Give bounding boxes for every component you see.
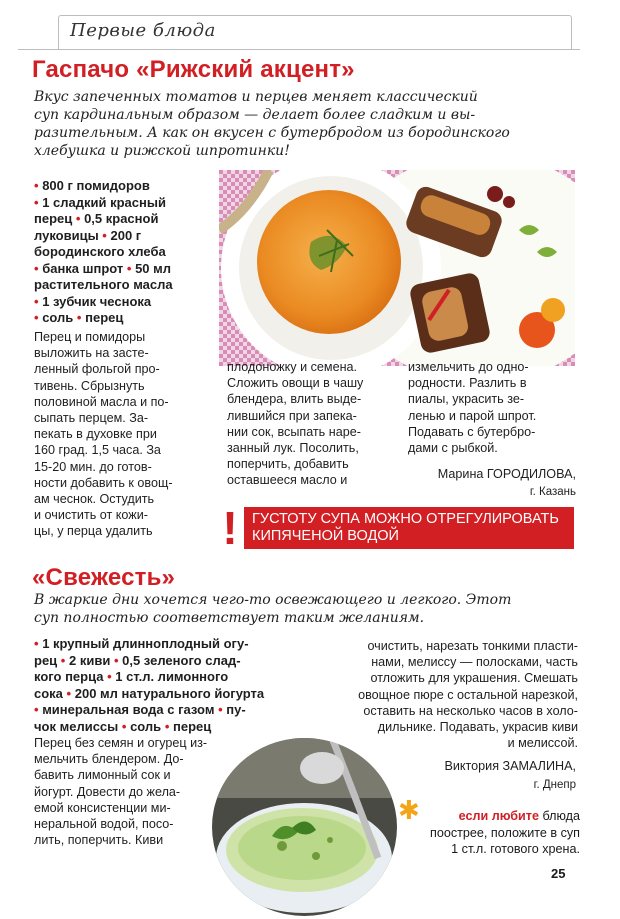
recipe1-lead: Вкус запеченных томатов и перцев меняет классический суп кардинальным образом — делает более сладким и вы- разительным. А как он вкусен с бутербродом из бородинского хлебушка и рижской шпротинки! bbox=[34, 89, 510, 159]
recipe2-author: Виктория ЗАМАЛИНА, bbox=[444, 759, 576, 773]
recipe2-ingredients bbox=[34, 636, 314, 735]
tip-accent: если любите bbox=[458, 809, 539, 823]
ingredient-line: перец • 0,5 красной bbox=[34, 211, 159, 226]
ingredient-line: • 800 г помидоров bbox=[34, 178, 150, 193]
recipe1-author: Марина ГОРОДИЛОВА, bbox=[437, 467, 576, 481]
recipe2-lead: В жаркие дни хочется чего-то освежающего и легкого. Этот суп полностью соответствует таким желаниям. bbox=[34, 592, 512, 626]
page-number: 25 bbox=[551, 866, 566, 881]
recipe1-steps-col2: плодоножку и семена. Сложить овощи в чашу блендера, влить выде- лившийся при запека- нии сок, всыпать наре- занный лук. Посолить, поперчить, добавить оставшееся масло и bbox=[227, 360, 364, 488]
section-title: Первые блюда bbox=[70, 20, 216, 41]
recipe2-steps-col1: Перец без семян и огурец из- мельчить блендером. До- бавить лимонный сок и йогурт. Довести до жела- емой консистенции ми- неральной водой, посо- лить, поперчить. Киви bbox=[34, 736, 208, 848]
cold-soup-illustration bbox=[212, 738, 397, 916]
exclamation-icon: ! bbox=[222, 502, 238, 554]
ingredient-line: • 1 сладкий красный bbox=[34, 194, 166, 210]
tip-banner-text: ГУСТОТУ СУПА МОЖНО ОТРЕГУЛИРОВАТЬ КИПЯЧЕНОЙ ВОДОЙ bbox=[252, 511, 559, 544]
tip-text: блюда поострее, положите в суп 1 ст.л. готового хрена. bbox=[430, 809, 580, 856]
ingredient-line: • соль • перец bbox=[34, 310, 124, 325]
recipe2-city: г. Днепр bbox=[533, 779, 576, 791]
ingredient-line: растительного масла bbox=[34, 277, 173, 292]
ingredient-line: бородинского хлеба bbox=[34, 244, 166, 259]
recipe1-ingredients bbox=[34, 178, 219, 327]
recipe2-tip bbox=[400, 808, 580, 858]
recipe1-city: г. Казань bbox=[529, 486, 576, 498]
ingredient-line: • 1 крупный длинноплодный огу- bbox=[34, 636, 249, 651]
asterisk-icon: ✱ bbox=[398, 795, 420, 825]
ingredient-line: луковицы • 200 г bbox=[34, 227, 142, 243]
ingredient-line: чок мелиссы • соль • перец bbox=[34, 718, 212, 734]
ingredient-line: • минеральная вода с газом • пу- bbox=[34, 702, 246, 717]
ingredient-line: • банка шпрот • 50 мл bbox=[34, 260, 172, 276]
ingredient-line: сока • 200 мл натурального йогурта bbox=[34, 685, 265, 701]
gazpacho-illustration bbox=[219, 170, 575, 366]
ingredient-line: • 1 зубчик чеснока bbox=[34, 293, 152, 309]
cold-soup-photo bbox=[212, 738, 397, 916]
recipe2-title: «Свежесть» bbox=[32, 564, 176, 591]
recipe1-title: Гаспачо «Рижский акцент» bbox=[32, 56, 355, 83]
recipe1-steps-col1: Перец и помидоры выложить на засте- ленный фольгой про- тивень. Сбрызнуть половиной масла и по- сыпать перцем. За- пекать в духовке при 160 град. 1,5 часа. За 15-20 мин. до готов- ности добавить к овощ- ам чеснок. Остудить и очистить от кожи- цы, у перца удалить bbox=[34, 330, 173, 539]
recipe2-steps-col2: очистить, нарезать тонкими пласти- нами, мелиссу — полосками, часть отложить для украшения. Смешать овощное пюре с остальной нарезкой, оставить на несколько часов в холо- дильнике. Подавать, украсив киви и мелиссой. bbox=[358, 639, 578, 751]
recipe1-steps-col3: измельчить до одно- родности. Разлить в пиалы, украсить зе- ленью и парой шпрот. Подавать с бутербро- дами с рыбкой. bbox=[408, 360, 537, 456]
ingredient-line: кого перца • 1 ст.л. лимонного bbox=[34, 669, 229, 684]
gazpacho-photo bbox=[219, 170, 575, 366]
header-divider bbox=[18, 49, 580, 50]
ingredient-line: рец • 2 киви • 0,5 зеленого слад- bbox=[34, 652, 241, 668]
